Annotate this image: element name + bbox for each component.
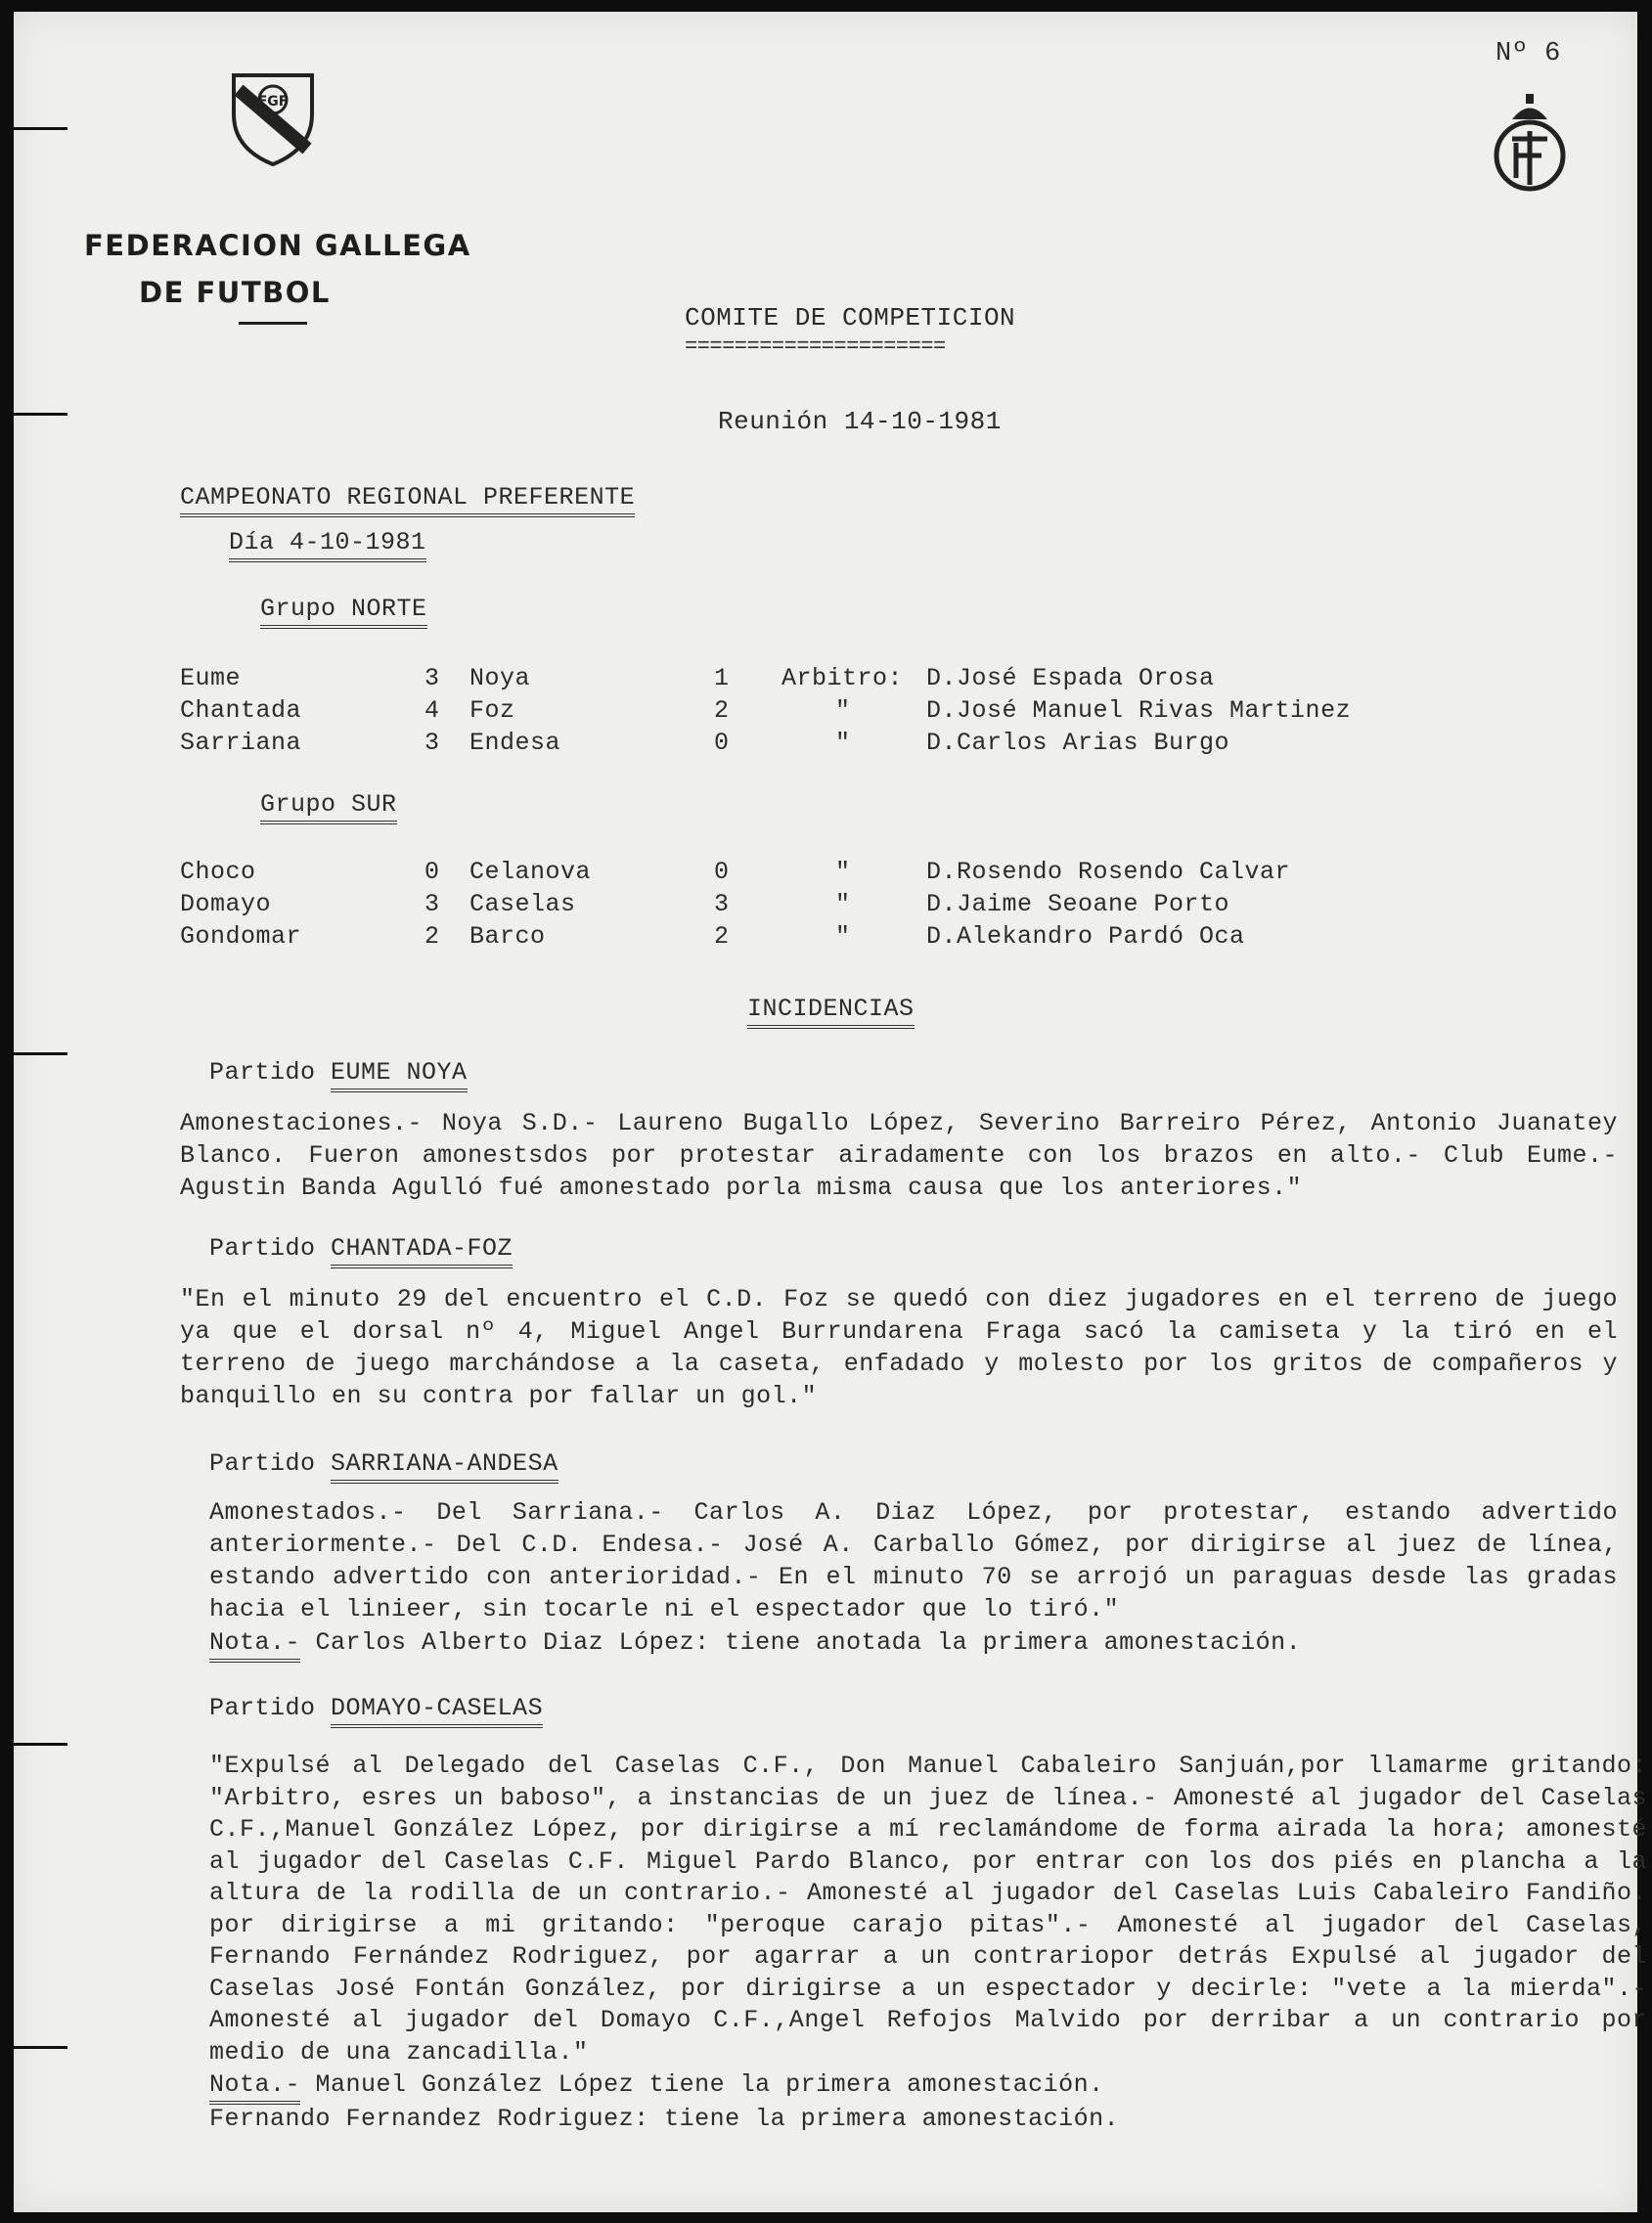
home-score: 3: [424, 664, 440, 692]
away-score: 2: [714, 696, 730, 725]
incident-heading: [209, 1449, 558, 1478]
championship-title: CAMPEONATO REGIONAL PREFERENTE: [180, 483, 635, 517]
incident-heading: [209, 1694, 543, 1722]
federation-name-line2: DE FUTBOL: [139, 276, 331, 309]
incident-heading-prefix: Partido: [209, 1449, 332, 1478]
referee-name: D.José Manuel Rivas Martinez: [926, 696, 1352, 725]
away-team: Barco: [469, 922, 546, 951]
note-text: Manuel González López tiene la primera amonestación.: [315, 2070, 1104, 2099]
away-team: Endesa: [469, 729, 561, 757]
home-team: Choco: [180, 858, 256, 886]
note-label: Nota.-: [209, 1628, 300, 1663]
referee-name: D.Alekandro Pardó Oca: [926, 922, 1245, 951]
punch-mark: [14, 127, 67, 130]
committee-underline: =====================: [685, 334, 946, 359]
punch-mark: [14, 1743, 67, 1746]
group-south-title: Grupo SUR: [260, 790, 397, 824]
svg-text:FGF: FGF: [257, 94, 289, 110]
referee-label: Arbitro:: [781, 664, 904, 692]
page-number: Nº 6: [1496, 39, 1561, 68]
incident-heading-prefix: Partido: [209, 1694, 332, 1722]
referee-label: ": [835, 696, 851, 725]
incidents-title: INCIDENCIAS: [747, 995, 915, 1029]
punch-mark: [14, 413, 67, 416]
away-score: 1: [714, 664, 730, 692]
home-team: Domayo: [180, 890, 272, 918]
home-team: Gondomar: [180, 922, 302, 951]
away-team: Foz: [469, 696, 515, 725]
referee-label: ": [835, 858, 851, 886]
incident-heading-match: CHANTADA-FOZ: [331, 1234, 513, 1268]
incident-text: "Expulsé al Delegado del Caselas C.F., Don Manuel Cabaleiro Sanjuán,por llamarme gritando: "Arbitro, esres un baboso", a instancias de un juez de línea.- Amonesté al jugador del Caselas C.F.,Manuel González López, por dirigirse a mí reclamándome de forma airada la hora; amonesté al jugador del Caselas C.F. Miguel Pardo Blanco, por entrar con los dos piés en plancha a la altura de la rodilla de un contrario.- Amonesté al jugador del Caselas Luis Cabaleiro Fandiño. por dirigirse a mi gritando: "peroque carajo pitas".- Amonesté al jugador del Caselas, Fernando Fernández Rodriguez, por agarrar a un contrariopor detrás Expulsé al jugador del Caselas José Fontán González, por dirigirse a un espectador y decirle: "vete a la mierda".- Amonesté al jugador del Domayo C.F.,Angel Refojos Malvido por derribar a un contrario por medio de una zancadilla.": [209, 1752, 1647, 2067]
home-score: 3: [424, 729, 440, 757]
referee-label: ": [835, 922, 851, 951]
note-text: Carlos Alberto Diaz López: tiene anotada la primera amonestación.: [315, 1628, 1302, 1657]
away-team: Celanova: [469, 858, 592, 886]
home-score: 0: [424, 858, 440, 886]
away-score: 0: [714, 729, 730, 757]
match-day: Día 4-10-1981: [229, 528, 426, 562]
home-team: Chantada: [180, 696, 302, 725]
document-page: [14, 12, 1647, 2212]
away-score: 2: [714, 922, 730, 951]
federation-name-line1: FEDERACION GALLEGA: [84, 229, 471, 262]
home-score: 3: [424, 890, 440, 918]
referee-label: ": [835, 890, 851, 918]
note-label: Nota.-: [209, 2070, 300, 2105]
federation-shield-icon: [229, 70, 317, 168]
incident-heading-prefix: Partido: [209, 1058, 332, 1087]
away-team: Caselas: [469, 890, 576, 918]
incident-heading-match: EUME NOYA: [331, 1058, 468, 1092]
home-score: 4: [424, 696, 440, 725]
group-north-title: Grupo NORTE: [260, 595, 427, 629]
committee-title: COMITE DE COMPETICION: [685, 303, 1016, 333]
punch-mark: [14, 1052, 67, 1055]
rfef-crest-icon: [1491, 92, 1569, 200]
punch-mark: [14, 2046, 67, 2049]
home-team: Sarriana: [180, 729, 302, 757]
incident-text: Amonestaciones.- Noya S.D.- Laureno Bugallo López, Severino Barreiro Pérez, Antonio Juanatey Blanco. Fueron amonestsdos por protestar airadamente con los brazos en alto.- Club Eume.- Agustin Banda Agulló fué amonestado porla misma causa que los anteriores.": [180, 1109, 1618, 1202]
incident-text: "En el minuto 29 del encuentro el C.D. Foz se quedó con diez jugadores en el terreno de juego ya que el dorsal nº 4, Miguel Angel Burrundarena Fraga sacó la camiseta y la tiró en el terreno de juego marchándose a la caseta, enfadado y molesto por los gritos de compañeros y banquillo en su contra por fallar un gol.": [180, 1285, 1618, 1410]
incident-heading: [209, 1058, 468, 1087]
incident-note-second: Fernando Fernandez Rodriguez: tiene la primera amonestación.: [209, 2105, 1120, 2133]
away-team: Noya: [469, 664, 531, 692]
referee-name: D.Rosendo Rosendo Calvar: [926, 858, 1291, 886]
referee-name: D.Jaime Seoane Porto: [926, 890, 1230, 918]
home-score: 2: [424, 922, 440, 951]
incident-heading: [209, 1234, 513, 1263]
referee-name: D.Carlos Arias Burgo: [926, 729, 1230, 757]
referee-name: D.José Espada Orosa: [926, 664, 1215, 692]
incident-heading-prefix: Partido: [209, 1234, 332, 1263]
home-team: Eume: [180, 664, 242, 692]
meeting-date: Reunión 14-10-1981: [718, 407, 1002, 436]
incident-heading-match: DOMAYO-CASELAS: [331, 1694, 543, 1728]
incident-note: [209, 2070, 1104, 2099]
federation-divider: [239, 322, 307, 325]
incident-heading-match: SARRIANA-ANDESA: [331, 1449, 558, 1484]
incident-note: [209, 1628, 1301, 1657]
away-score: 0: [714, 858, 730, 886]
away-score: 3: [714, 890, 730, 918]
referee-label: ": [835, 729, 851, 757]
incident-text: Amonestados.- Del Sarriana.- Carlos A. Diaz López, por protestar, estando advertido anteriormente.- Del C.D. Endesa.- José A. Carballo Gómez, por dirigirse al juez de línea, estando advertido con anterioridad.- En el minuto 70 se arrojó un paraguas desde las gradas hacia el linieer, sin tocarle ni el espectador que lo tiró.": [209, 1498, 1618, 1623]
